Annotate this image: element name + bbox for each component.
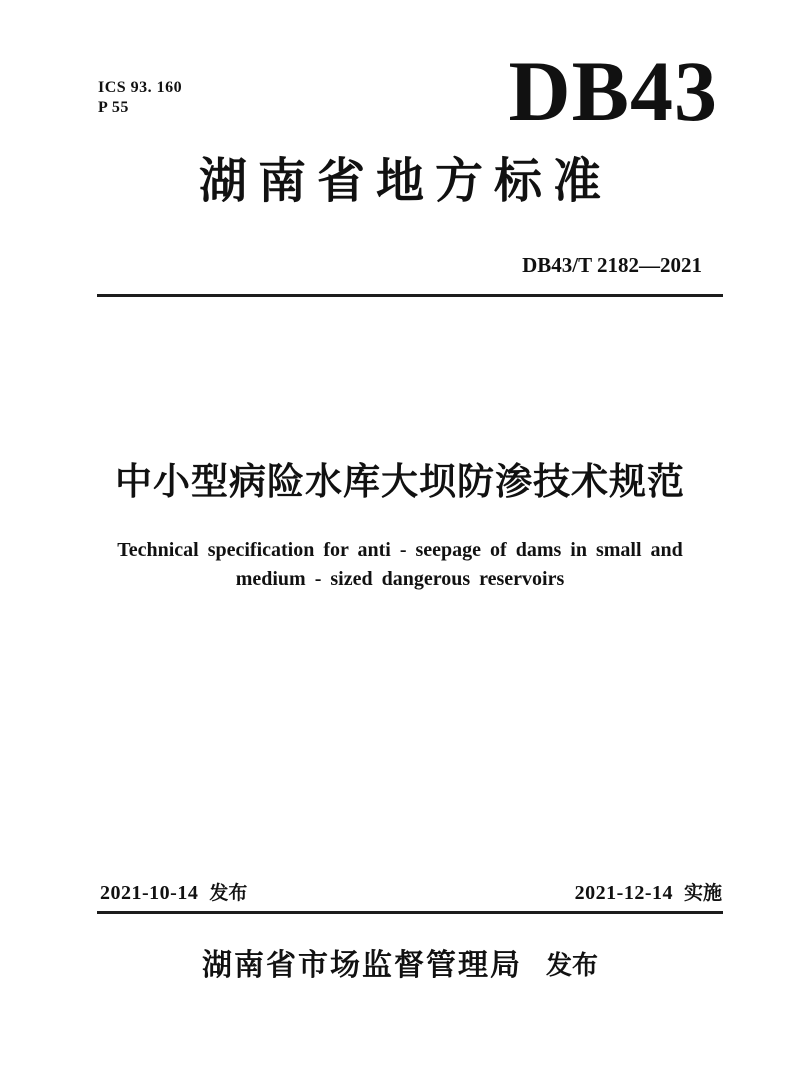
document-title-zh: 中小型病险水库大坝防渗技术规范: [115, 461, 685, 502]
publisher-row: [0, 940, 800, 984]
issue-date: 2021-10-14: [100, 882, 199, 904]
document-title-en-line1: Technical specification for anti - seepage of dams in small and: [117, 539, 683, 561]
db-region-code: DB43: [508, 43, 718, 139]
dates-row: [100, 880, 722, 907]
top-divider-rule: [97, 294, 723, 297]
bottom-divider-rule: [97, 911, 723, 914]
implementation-date-label: 实施: [683, 883, 722, 904]
issue-date-group: [100, 880, 247, 907]
ics-code: ICS 93. 160: [98, 79, 183, 96]
standard-category-title: 湖南省地方标准: [198, 155, 612, 208]
standard-number: DB43/T 2182—2021: [522, 253, 702, 277]
publisher-name: 湖南省市场监督管理局: [201, 949, 522, 982]
document-title-en-line2: medium - sized dangerous reservoirs: [235, 568, 565, 590]
implementation-date: 2021-12-14: [574, 882, 673, 904]
issue-date-label: 发布: [209, 883, 248, 904]
implementation-date-group: [575, 880, 722, 907]
publish-action-label: 发布: [545, 950, 598, 980]
ics-classification-block: [98, 78, 182, 118]
document-title-en: [0, 536, 800, 594]
p-classification-code: P 55: [98, 99, 129, 116]
